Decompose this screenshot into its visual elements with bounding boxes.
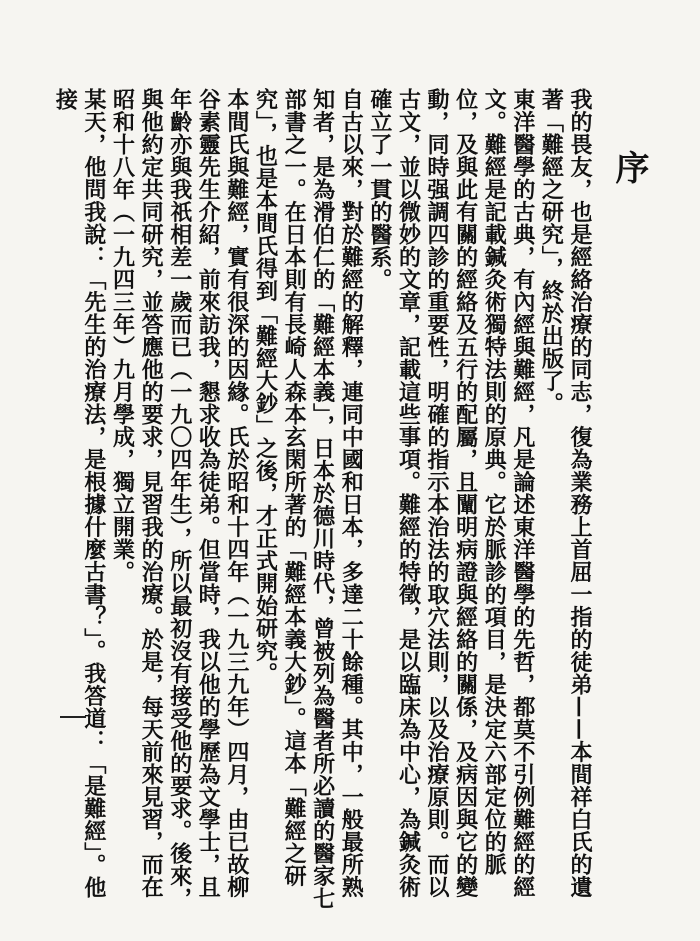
paragraph-2: 東洋醫學的古典，有內經與難經，凡是論述東洋醫學的先哲，都莫不引例難經的經文。難經是記載鍼灸術獨特法則的原典。它於脈診的項目，是決定六部定位的脈位，及與此有關的經絡及五行的配屬，且闡明病證與經絡的關係，及病因與它的變動，同時强調四診的重要性，明確的指示本治法的取穴法則，以及治療原則。而以古文，並以微妙的文章，記載這些事項。難經的特徵，是以臨床為中心，為鍼灸術確立了一貫的醫系。 bbox=[366, 88, 536, 898]
paragraph-5: 某天，他問我說：「先生的治療法，是根據什麼古書？」。我答道：「是難經」。他接 bbox=[52, 88, 107, 899]
paragraph-1: 我的畏友，也是經絡治療的同志，復為業務上首屈一指的徒弟——本間祥白氏的遺著「難經之研究」，終於出版了。 bbox=[538, 88, 593, 898]
margin-dash bbox=[60, 716, 86, 718]
paragraph-4: 本間氏與難經，實有很深的因緣。氏於昭和十四年（一九三九年）四月，由已故柳谷素靈先生介紹，前來訪我，懇求收為徒弟。但當時，我以他的學歷為文學士，且年齡亦與我祇相差一歲而已（一九〇四年生），所以最初沒有接受他的要求。後來，與他約定共同研究，並答應他的要求，見習我的治療。於是，每天前來見習，而在昭和十八年（一九四三年）九月學成，獨立開業。 bbox=[109, 88, 250, 910]
preface-body bbox=[54, 88, 594, 918]
preface-heading: 序 bbox=[609, 150, 649, 184]
paragraph-3: 自古以來，對於難經的解釋，連同中國和日本，多達二十餘種。其中，一般最所熟知者，是為滑伯仁的「難經本義」，日本於德川時代，曾被列為醫者所必讀的醫家七部書之一。在日本則有長崎人森本玄閑所著的「難經本義大鈔」。這本「難經之研究」，也是本間氏得到「難經大鈔」之後，才正式開始研究。 bbox=[252, 88, 365, 910]
